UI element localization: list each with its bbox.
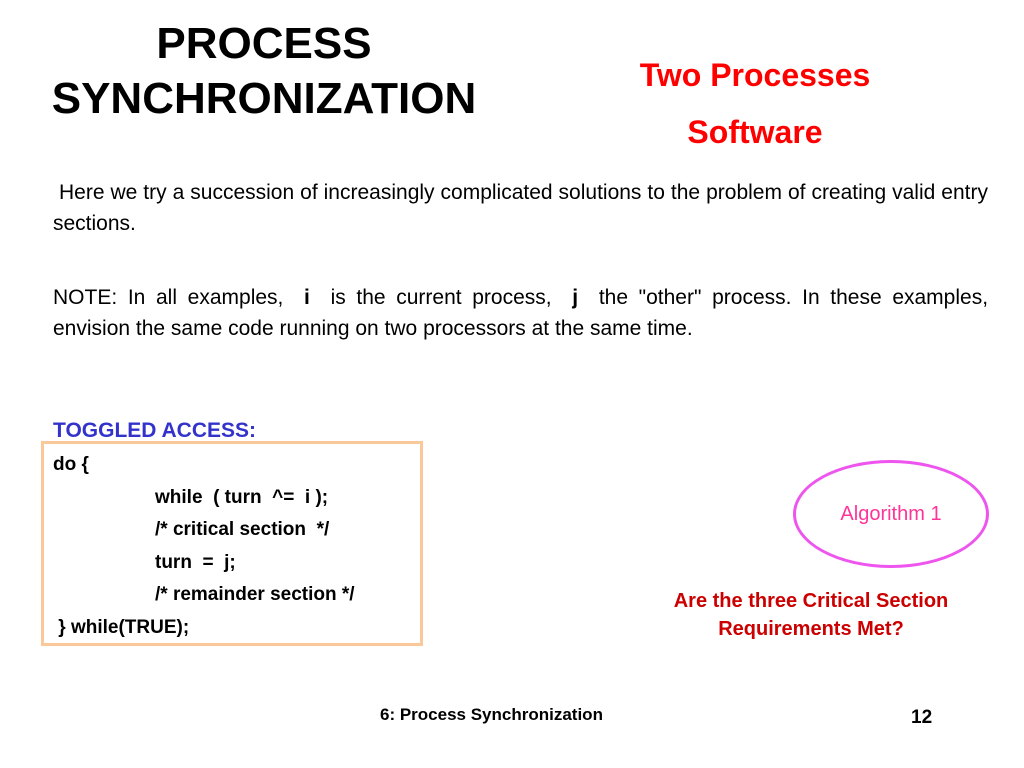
note-paragraph <box>53 282 988 344</box>
question-line-2: Requirements Met? <box>718 618 904 640</box>
slide-subtitle <box>570 47 940 161</box>
code-line: } while(TRUE); <box>53 617 190 638</box>
question-text <box>626 587 996 643</box>
intro-paragraph <box>53 177 988 239</box>
question-line-1: Are the three Critical Section <box>673 590 949 612</box>
code-line: /* remainder section */ <box>155 584 355 605</box>
variable-i: i <box>304 286 310 309</box>
note-text-part-1: NOTE: In all examples, <box>53 286 284 309</box>
code-line: while ( turn ^= i ); <box>155 487 329 508</box>
section-heading: TOGGLED ACCESS: <box>53 419 257 442</box>
slide-title <box>0 16 528 126</box>
intro-paragraph-text: Here we try a succession of increasingly complicated solutions to the problem of creating valid entry sections. <box>53 181 988 235</box>
code-line: do { <box>53 454 89 475</box>
slide-title-line-2: SYNCHRONIZATION <box>51 74 477 123</box>
algorithm-oval <box>793 460 989 568</box>
slide-title-line-1: PROCESS <box>156 19 372 68</box>
code-line: /* critical section */ <box>155 519 330 540</box>
footer-title: 6: Process Synchronization <box>380 705 603 724</box>
note-text-part-3: the "other" process. In these examples, envision the same code running on two processors at the same time. <box>53 286 989 340</box>
slide-subtitle-line-2: Software <box>687 114 823 150</box>
code-line: turn = j; <box>155 552 236 573</box>
algorithm-label: Algorithm 1 <box>840 502 942 525</box>
page-number: 12 <box>911 707 933 728</box>
slide-subtitle-line-1: Two Processes <box>639 57 871 93</box>
variable-j: j <box>572 286 579 309</box>
note-text-part-2: is the current process, <box>330 286 552 309</box>
